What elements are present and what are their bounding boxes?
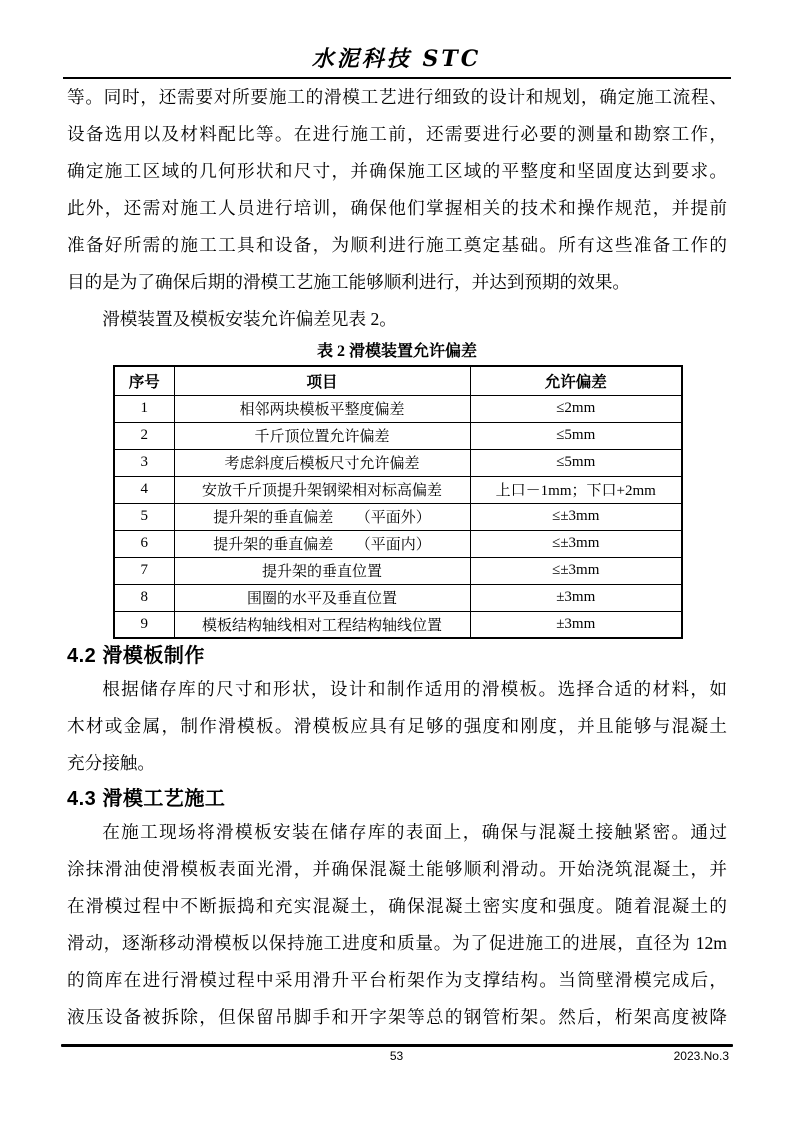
paragraph-line: 涂抹滑油使滑模板表面光滑，并确保混凝土能够顺利滑动。开始浇筑混凝土，并 [67,859,727,879]
table-block [113,339,681,639]
table-cell: 9 [114,611,174,638]
table-cell: 上口－1mm；下口+2mm [470,476,682,503]
table-cell: 千斤顶位置允许偏差 [174,422,470,449]
table-cell: 模板结构轴线相对工程结构轴线位置 [174,611,470,638]
table-cell: 围圈的水平及垂直位置 [174,584,470,611]
footer-row [0,1049,793,1069]
table-cell: 4 [114,476,174,503]
table-cell: ±3mm [470,584,682,611]
paragraph-line: 根据储存库的尺寸和形状，设计和制作适用的滑模板。选择合适的材料，如 [102,679,727,699]
table-row [114,557,682,584]
table-cell: 8 [114,584,174,611]
table-header-cell: 序号 [114,366,174,395]
page-footer [0,1044,793,1069]
paragraph-line: 液压设备被拆除，但保留吊脚手和开字架等总的钢管桁架。然后，桁架高度被降 [67,1007,727,1027]
table-intro-paragraph [67,301,727,338]
footer-rule [61,1044,733,1047]
section-4-3-paragraph [67,814,727,1036]
table-cell: ≤±3mm [470,530,682,557]
paragraph-line: 充分接触。 [67,753,155,773]
paragraph-line: 滑动，逐渐移动滑模板以保持施工进度和质量。为了促进施工的进展，直径为 12m [67,933,727,953]
table-row [114,449,682,476]
paragraph-line: 木材或金属，制作滑模板。滑模板应具有足够的强度和刚度，并且能够与混凝土 [67,716,727,736]
table-cell: 3 [114,449,174,476]
table-row [114,476,682,503]
paragraph-line: 准备好所需的施工工具和设备，为顺利进行施工奠定基础。所有这些准备工作的 [67,235,727,255]
table-cell: 相邻两块模板平整度偏差 [174,395,470,422]
table-cell: ≤2mm [470,395,682,422]
section-heading-4-3: 4.3 滑模工艺施工 [67,788,226,810]
paragraph-line: 目的是为了确保后期的滑模工艺施工能够顺利进行，并达到预期的效果。 [67,272,631,292]
table-cell: ±3mm [470,611,682,638]
table-row [114,530,682,557]
table-cell: 安放千斤顶提升架钢梁相对标高偏差 [174,476,470,503]
table-cell: 5 [114,503,174,530]
table-row [114,584,682,611]
paragraph-line: 在施工现场将滑模板安装在储存库的表面上，确保与混凝土接触紧密。通过 [102,822,727,842]
paragraph-line: 设备选用以及材料配比等。在进行施工前，还需要进行必要的测量和勘察工作， [67,124,727,144]
paragraph-line: 在滑模过程中不断振捣和充实混凝土，确保混凝土密实度和强度。随着混凝土的 [67,896,727,916]
table-header-cell: 项目 [174,366,470,395]
table-cell: 提升架的垂直位置 [174,557,470,584]
table-header-row [114,366,682,395]
table-header-cell: 允许偏差 [470,366,682,395]
journal-title: 水泥科技 STC [311,46,482,72]
paragraph-line: 此外，还需对施工人员进行培训，确保他们掌握相关的技术和操作规范，并提前 [67,198,727,218]
page-content [67,79,727,1036]
paragraph-continuation [67,79,727,301]
section-heading-4-2: 4.2 滑模板制作 [67,645,205,667]
paragraph-line: 确定施工区域的几何形状和尺寸，并确保施工区域的平整度和坚固度达到要求。 [67,161,727,181]
table-cell: 提升架的垂直偏差 （平面内） [174,530,470,557]
table-cell: ≤±3mm [470,557,682,584]
table-cell: 7 [114,557,174,584]
section-4-2-paragraph [67,671,727,782]
table-cell: 提升架的垂直偏差 （平面外） [174,503,470,530]
table-row [114,395,682,422]
table-cell: 1 [114,395,174,422]
table-cell: ≤5mm [470,422,682,449]
table-caption: 表 2 滑模装置允许偏差 [316,343,477,360]
table-cell: 6 [114,530,174,557]
table-cell: ≤±3mm [470,503,682,530]
paragraph-line: 等。同时，还需要对所要施工的滑模工艺进行细致的设计和规划，确定施工流程、 [67,87,727,107]
table-row [114,422,682,449]
paragraph-line: 的筒库在进行滑模过程中采用滑升平台桁架作为支撑结构。当筒壁滑模完成后， [67,970,727,990]
table-cell: 2 [114,422,174,449]
table-row [114,503,682,530]
journal-header [0,0,793,74]
table-cell: ≤5mm [470,449,682,476]
table-cell: 考虑斜度后模板尺寸允许偏差 [174,449,470,476]
issue-number: 2023.No.3 [673,1049,729,1063]
deviation-table [113,365,683,639]
paragraph-line: 滑模装置及模板安装允许偏差见表 2。 [102,309,397,329]
table-row [114,611,682,638]
page-number: 53 [389,1049,404,1063]
